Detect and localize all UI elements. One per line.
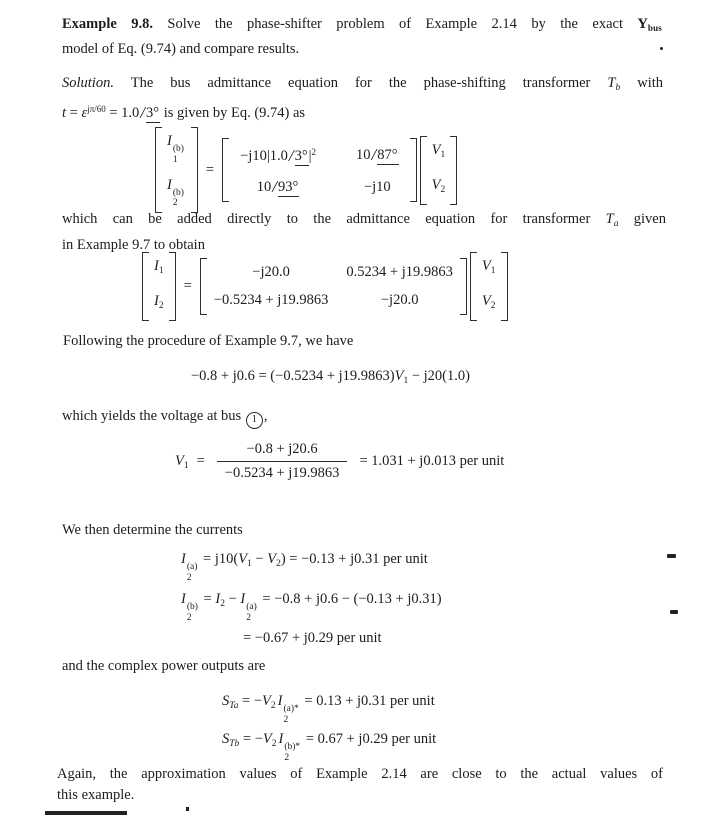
matrix-cell bbox=[482, 292, 496, 316]
sub: 1 bbox=[403, 376, 409, 386]
supsub bbox=[187, 603, 198, 623]
math-fragment: −0.8 + j0.6 = (−0.5234 + j19.9863) bbox=[191, 368, 395, 384]
math-var: I bbox=[215, 591, 221, 607]
math-var: I bbox=[154, 293, 159, 309]
sub: bus bbox=[647, 23, 663, 33]
scan-artifact-dot bbox=[660, 47, 663, 50]
equation-power-sta bbox=[222, 691, 435, 725]
bracket-left bbox=[222, 138, 229, 202]
matrix-cell bbox=[432, 141, 446, 165]
math-var: V bbox=[267, 551, 277, 567]
math-fragment: = 1.0 bbox=[105, 105, 140, 121]
fraction-denominator: −0.5234 + j19.9863 bbox=[217, 461, 348, 482]
sub: 1 bbox=[247, 559, 252, 569]
text-line bbox=[62, 14, 662, 39]
text-line bbox=[62, 99, 663, 124]
scan-artifact-dash bbox=[667, 554, 676, 558]
sup: (b) bbox=[186, 602, 198, 612]
sub: 2 bbox=[284, 752, 290, 763]
bracket-right bbox=[501, 252, 508, 321]
sub: 2 bbox=[490, 301, 496, 311]
vector-cells bbox=[163, 127, 190, 213]
equation-current-i2b-result: = −0.67 + j0.29 per unit bbox=[243, 630, 382, 646]
bracket-left bbox=[142, 252, 149, 321]
math-fragment: = 0.13 + j0.31 per unit bbox=[300, 693, 435, 709]
matrix-cells bbox=[230, 138, 408, 202]
sub: 1 bbox=[183, 460, 189, 471]
math-var: I bbox=[240, 591, 246, 607]
angle-slash: / bbox=[140, 103, 146, 122]
bracket-right bbox=[191, 127, 198, 213]
math-fragment: = −0.8 + j0.6 − (−0.13 + j0.31) bbox=[258, 591, 442, 607]
paragraph-solution bbox=[62, 73, 663, 124]
paragraph-following-procedure: Following the procedure of Example 9.7, we have bbox=[63, 333, 354, 349]
scan-artifact-bar bbox=[45, 811, 127, 815]
sup: (b) bbox=[172, 144, 184, 154]
supsub bbox=[283, 705, 298, 725]
angle-slash: / bbox=[288, 146, 294, 165]
math-var-epsilon: ε bbox=[81, 105, 88, 121]
math-var: I bbox=[181, 591, 186, 607]
current-vector bbox=[155, 127, 198, 213]
bracket-right bbox=[410, 138, 417, 202]
math-var: I bbox=[154, 258, 159, 274]
math-var: t bbox=[62, 105, 67, 121]
math-fragment: = 1.031 + j0.013 per unit bbox=[359, 453, 505, 469]
math-var: V bbox=[262, 693, 271, 709]
math-var: V bbox=[481, 293, 491, 309]
math-fragment: − j20(1.0) bbox=[408, 368, 470, 384]
sub: 2 bbox=[440, 184, 446, 195]
bus-number-circle: 1 bbox=[246, 412, 263, 429]
text-line: this example. bbox=[57, 787, 135, 803]
math-fragment: −j10|1.0 bbox=[240, 148, 288, 164]
sub: b bbox=[615, 83, 621, 93]
math-var: T bbox=[605, 211, 614, 227]
sub: 2 bbox=[271, 739, 277, 749]
math-var: V bbox=[394, 368, 404, 384]
sup: (b)* bbox=[284, 742, 301, 752]
matrix-cell bbox=[432, 176, 446, 200]
text-line bbox=[62, 209, 666, 235]
text-fragment: The bus admittance equation for the phase-shifting transformer bbox=[113, 75, 608, 91]
angle-value: 87° bbox=[377, 146, 398, 163]
equals-sign: = bbox=[183, 278, 192, 294]
fraction-numerator: −0.8 + j20.6 bbox=[246, 441, 318, 457]
supsub bbox=[173, 189, 184, 209]
math-var: S bbox=[222, 731, 230, 747]
equation-node-balance bbox=[191, 366, 470, 391]
sub: 1 bbox=[440, 149, 446, 160]
vector-cells bbox=[150, 252, 168, 321]
math-fragment: 10 bbox=[256, 179, 272, 195]
bracket-right bbox=[460, 258, 467, 315]
vector-cells bbox=[428, 136, 450, 205]
matrix-cell bbox=[356, 145, 399, 165]
admittance-matrix bbox=[200, 258, 467, 315]
text-line bbox=[62, 73, 663, 99]
math-var: I bbox=[167, 176, 172, 193]
matrix-cell bbox=[240, 143, 316, 166]
matrix-cell bbox=[167, 176, 186, 209]
equals-sign: = bbox=[205, 161, 215, 178]
paragraph-voltage-at-bus bbox=[62, 406, 267, 429]
math-var: V bbox=[481, 258, 491, 274]
scan-artifact-dash bbox=[670, 610, 678, 614]
math-fragment: = 0.67 + j0.29 per unit bbox=[302, 731, 437, 747]
sub: 2 bbox=[172, 198, 178, 208]
bracket-left bbox=[420, 136, 427, 205]
math-fragment: − bbox=[224, 591, 241, 607]
sub: 2 bbox=[270, 701, 276, 711]
sup: (a) bbox=[246, 602, 257, 612]
sub: 2 bbox=[186, 572, 192, 583]
angle-slash: / bbox=[371, 144, 377, 164]
math-var: V bbox=[238, 551, 248, 567]
sub: 2 bbox=[283, 714, 289, 725]
text-line: Again, the approximation values of Example 2.14 are close to the actual values of bbox=[57, 766, 663, 782]
vector-cells bbox=[478, 252, 500, 321]
equation-power-stb bbox=[222, 729, 436, 763]
paragraph-conclusion bbox=[57, 764, 663, 806]
math-var: I bbox=[278, 731, 284, 747]
sub: 2 bbox=[220, 599, 225, 609]
text-fragment: is given by Eq. (9.74) as bbox=[160, 105, 306, 121]
bracket-right bbox=[169, 252, 176, 321]
matrix-cells bbox=[208, 258, 459, 315]
sub: 1 bbox=[158, 266, 164, 276]
bracket-left bbox=[470, 252, 477, 321]
math-fragment: ) = −0.13 + j0.31 per unit bbox=[280, 551, 428, 567]
sub: Ta bbox=[229, 701, 239, 711]
sub: 1 bbox=[172, 154, 178, 165]
text-fragment: which yields the voltage at bus bbox=[62, 408, 245, 424]
equation-voltage-v1 bbox=[175, 441, 504, 482]
matrix-cell: −0.5234 + j19.9863 bbox=[213, 292, 329, 308]
math-var-ybus: Y bbox=[637, 16, 648, 32]
math-var: V bbox=[431, 141, 441, 158]
math-var: V bbox=[262, 731, 272, 747]
math-var: S bbox=[222, 693, 230, 709]
math-fragment: − bbox=[251, 551, 268, 567]
sup: (a) bbox=[186, 562, 198, 572]
sup: (b) bbox=[172, 187, 184, 198]
math-var: T bbox=[607, 75, 616, 91]
matrix-cell: 0.5234 + j19.9863 bbox=[346, 264, 453, 280]
admittance-matrix bbox=[222, 138, 416, 202]
equation-current-i2b bbox=[181, 589, 442, 623]
voltage-vector bbox=[420, 136, 458, 205]
supsub bbox=[187, 563, 198, 583]
matrix-cell bbox=[154, 292, 164, 316]
matrix-cell bbox=[482, 257, 496, 281]
bracket-left bbox=[200, 258, 207, 315]
paragraph-power-outputs: and the complex power outputs are bbox=[62, 658, 266, 674]
text-fragment: , bbox=[263, 408, 268, 424]
voltage-vector bbox=[470, 252, 508, 321]
current-vector bbox=[142, 252, 176, 321]
scan-artifact-speck bbox=[186, 807, 189, 811]
lhs bbox=[175, 453, 189, 471]
matrix-equation-tb bbox=[155, 127, 457, 213]
sup: 2 bbox=[311, 147, 317, 157]
math-fragment: | bbox=[308, 148, 312, 164]
angle-value: 3° bbox=[294, 148, 308, 164]
paragraph-example-statement bbox=[62, 14, 662, 60]
sub: 2 bbox=[246, 612, 251, 623]
angle-slash: / bbox=[272, 177, 278, 196]
angle-value: 93° bbox=[278, 179, 299, 195]
matrix-cell: −j20.0 bbox=[380, 292, 419, 308]
text-fragment: Solve the phase-shifter problem of Example 2.14 by the exact bbox=[152, 16, 638, 32]
math-fragment: 10 bbox=[356, 146, 371, 163]
text-fragment: with bbox=[620, 75, 664, 91]
matrix-equation-combined bbox=[142, 252, 508, 321]
text-line: model of Eq. (9.74) and compare results. bbox=[62, 41, 300, 57]
matrix-cell bbox=[154, 257, 164, 281]
paragraph-added-directly bbox=[62, 209, 666, 256]
math-fragment: = bbox=[199, 591, 216, 607]
equation-current-i2a bbox=[181, 549, 428, 583]
example-label: Example 9.8. bbox=[62, 16, 153, 32]
supsub bbox=[173, 145, 184, 165]
math-fragment: = − bbox=[238, 693, 263, 709]
matrix-cell: −j10 bbox=[363, 178, 391, 195]
sub: 2 bbox=[158, 301, 164, 311]
math-var: I bbox=[167, 133, 172, 149]
math-fragment: = bbox=[66, 105, 82, 121]
equals-sign: = bbox=[196, 453, 205, 469]
sub: Tb bbox=[229, 739, 240, 749]
math-var: V bbox=[175, 452, 184, 469]
matrix-cell bbox=[167, 132, 186, 165]
text-fragment: given bbox=[618, 211, 666, 227]
solution-label: Solution. bbox=[62, 75, 114, 91]
sub: 2 bbox=[186, 612, 192, 623]
sub: a bbox=[613, 219, 619, 229]
sup: (a)* bbox=[283, 704, 299, 714]
supsub bbox=[246, 603, 257, 623]
math-fragment: = − bbox=[239, 731, 263, 747]
sup: jπ/60 bbox=[87, 104, 106, 114]
matrix-cell: −j20.0 bbox=[252, 264, 290, 280]
sub: 1 bbox=[490, 266, 496, 276]
math-var: I bbox=[277, 693, 283, 709]
paragraph-determine-currents: We then determine the currents bbox=[62, 522, 243, 538]
bracket-left bbox=[155, 127, 162, 213]
math-var: V bbox=[431, 176, 441, 193]
text-line: in Example 9.7 to obtain bbox=[62, 237, 205, 253]
math-fragment: = j10( bbox=[199, 551, 239, 567]
matrix-cell bbox=[257, 177, 300, 197]
text-fragment: which can be added directly to the admittance equation for transformer bbox=[62, 211, 606, 227]
sub: 2 bbox=[276, 559, 281, 569]
bracket-right bbox=[450, 136, 457, 205]
math-var: I bbox=[181, 551, 186, 567]
fraction bbox=[217, 441, 348, 482]
angle-value: 3° bbox=[146, 105, 160, 121]
supsub bbox=[284, 743, 300, 763]
